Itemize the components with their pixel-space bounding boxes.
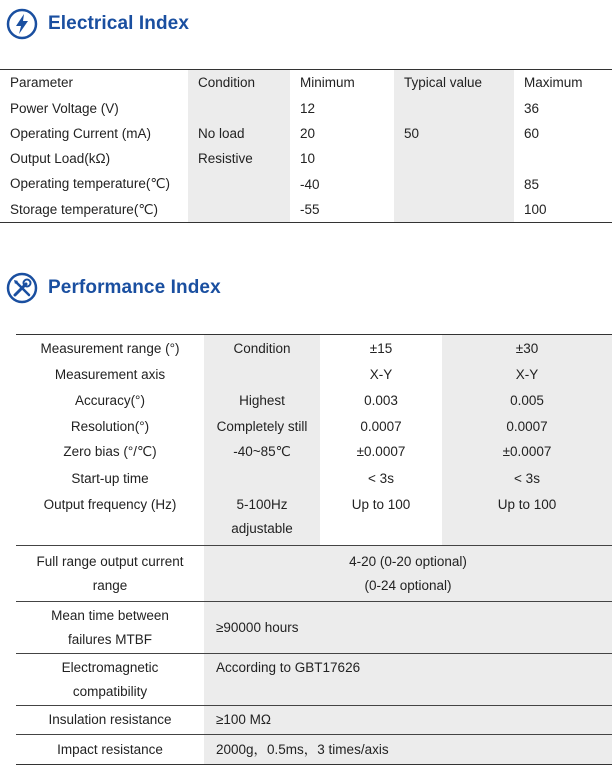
cell: 5-100Hz adjustable	[204, 492, 320, 546]
table-row	[0, 121, 612, 146]
table-row	[0, 172, 612, 197]
cell: -40~85℃	[204, 439, 320, 465]
cell: Highest	[204, 388, 320, 414]
lightning-icon	[6, 8, 38, 40]
header-cell: Parameter	[10, 75, 74, 91]
table-row	[0, 146, 612, 171]
cell: ≥90000 hours	[204, 602, 612, 654]
header-cell: Minimum	[300, 75, 355, 91]
header-cell: Typical value	[394, 70, 514, 96]
cell: Electromagnetic compatibility	[16, 654, 204, 706]
cell: 12	[300, 100, 316, 116]
cell: Power Voltage (V)	[10, 100, 119, 116]
cell: 20	[300, 125, 316, 141]
performance-title: Performance Index	[48, 277, 221, 298]
cell: Storage temperature(℃)	[10, 201, 158, 217]
cell	[188, 95, 290, 120]
table-row	[16, 362, 612, 388]
cell: -40	[300, 176, 320, 192]
cell: X-Y	[442, 362, 612, 388]
table-row	[0, 95, 612, 120]
table-row	[16, 546, 612, 602]
header-cell: Condition	[204, 335, 320, 363]
cell: 10	[300, 151, 316, 167]
cell: Impact resistance	[16, 735, 204, 765]
cell	[394, 95, 514, 120]
tools-icon	[6, 272, 38, 304]
cell: 2000g，0.5ms，3 times/axis	[204, 735, 612, 765]
table-row	[16, 414, 612, 439]
cell	[394, 146, 514, 171]
cell: Full range output current range	[16, 546, 204, 602]
cell	[204, 362, 320, 388]
table-header-row	[16, 335, 612, 363]
cell	[514, 146, 612, 171]
cell: ≥100 MΩ	[204, 706, 612, 735]
cell	[204, 465, 320, 492]
cell: According to GBT17626	[204, 654, 612, 706]
cell: Up to 100	[442, 492, 612, 546]
table-row	[16, 439, 612, 465]
cell: ±0.0007	[442, 439, 612, 465]
cell: 100	[524, 202, 547, 218]
cell: Start-up time	[71, 470, 149, 486]
cell: < 3s	[442, 465, 612, 492]
electrical-table	[0, 69, 612, 223]
cell: 36	[524, 100, 540, 116]
cell	[204, 546, 612, 602]
cell: Operating Current (mA)	[10, 125, 152, 141]
header-cell: ±15	[369, 340, 393, 356]
cell: Insulation resistance	[16, 706, 204, 735]
table-row	[16, 735, 612, 765]
cell: Up to 100	[351, 497, 411, 512]
cell: 0.005	[442, 388, 612, 414]
cell: ±0.0007	[356, 444, 406, 459]
performance-table	[16, 334, 612, 765]
full-range-line-2: (0-24 optional)	[364, 577, 452, 593]
cell: Measurement axis	[54, 367, 166, 382]
cell: 0.0007	[442, 414, 612, 439]
cell: Mean time between failures MTBF	[16, 602, 204, 654]
cell: Output Load(kΩ)	[10, 151, 111, 167]
table-row	[16, 706, 612, 735]
cell: Output frequency (Hz)	[43, 497, 177, 512]
cell	[188, 197, 290, 223]
cell: Accuracy(°)	[75, 393, 145, 408]
cell: Resistive	[188, 146, 290, 171]
cell: 0.003	[364, 393, 398, 408]
header-cell: Maximum	[524, 75, 583, 91]
electrical-section-header	[6, 8, 189, 40]
cell: 85	[524, 176, 540, 192]
cell: -55	[300, 202, 320, 218]
cell	[188, 172, 290, 197]
table-row	[16, 388, 612, 414]
cell: < 3s	[368, 470, 394, 486]
cell: Resolution(°)	[70, 418, 150, 434]
performance-section-header	[6, 272, 221, 304]
full-range-line-1: 4-20 (0-20 optional)	[349, 553, 467, 569]
header-cell: Measurement range (°)	[40, 340, 180, 356]
electrical-title: Electrical Index	[48, 13, 190, 34]
cell: X-Y	[369, 367, 393, 382]
cell: Zero bias (°/℃)	[63, 444, 157, 459]
cell: 0.0007	[360, 418, 402, 434]
table-row	[16, 602, 612, 654]
table-row	[0, 197, 612, 223]
table-row	[16, 654, 612, 706]
table-header-row	[0, 70, 612, 96]
cell	[394, 172, 514, 197]
cell: No load	[188, 121, 290, 146]
cell: Operating temperature(℃)	[10, 176, 170, 192]
cell: Completely still	[204, 414, 320, 439]
table-row	[16, 465, 612, 492]
table-row	[16, 492, 612, 546]
header-cell: Condition	[188, 70, 290, 96]
header-cell: ±30	[442, 335, 612, 363]
cell: 50	[394, 121, 514, 146]
cell: 60	[524, 125, 540, 141]
cell	[394, 197, 514, 223]
